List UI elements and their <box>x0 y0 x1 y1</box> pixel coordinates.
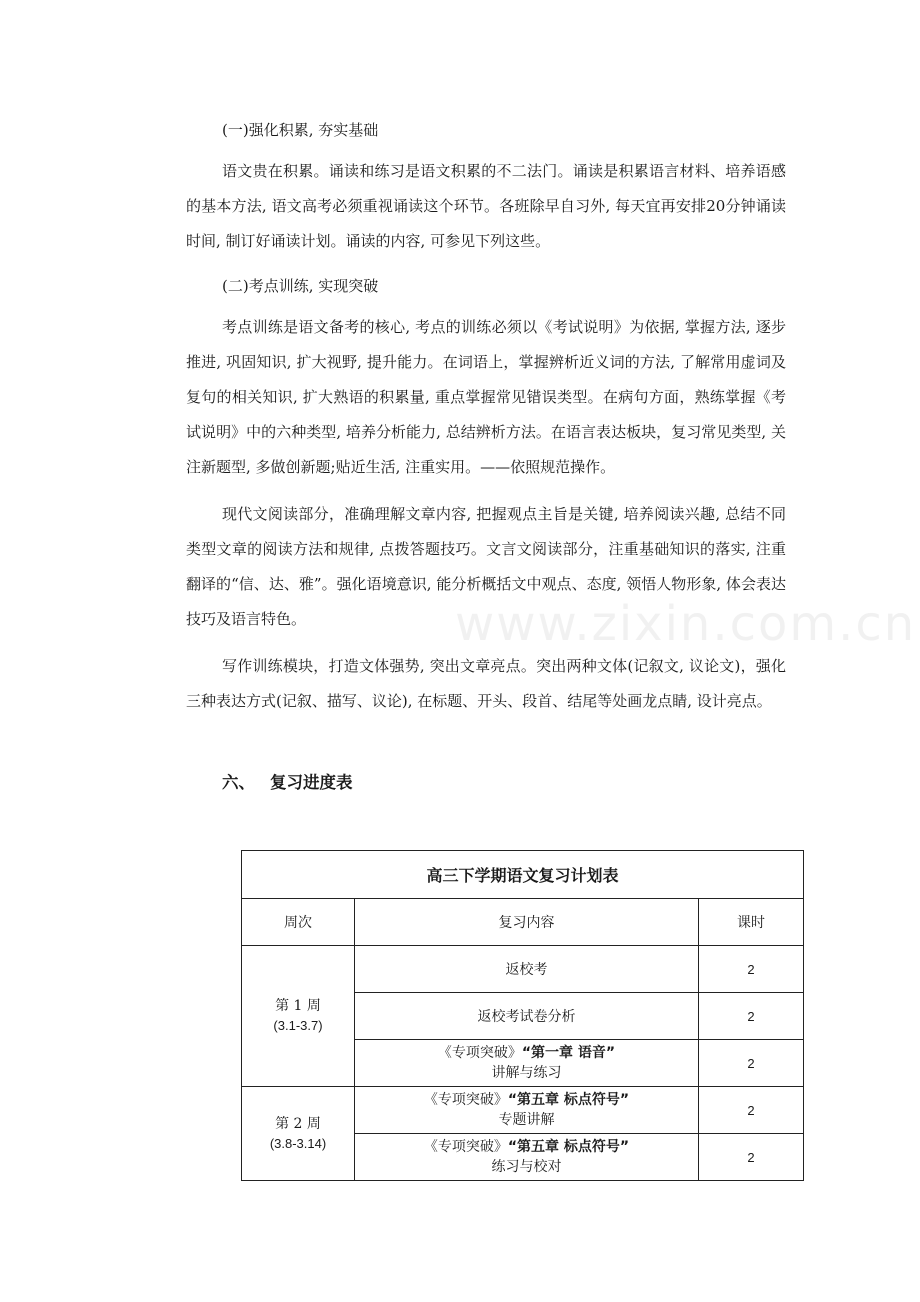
review-schedule-table <box>241 850 804 1181</box>
content-cell: 返校考 <box>355 946 699 993</box>
table-title: 高三下学期语文复习计划表 <box>242 851 804 899</box>
section-title: 复习进度表 <box>270 773 353 792</box>
book-title: 《专项突破》 <box>423 1092 508 1108</box>
book-title: 《专项突破》 <box>437 1045 522 1061</box>
header-hours: 课时 <box>699 899 804 946</box>
heading-accumulation: (一)强化积累, 夯实基础 <box>222 121 379 139</box>
book-title: 《专项突破》 <box>423 1139 508 1155</box>
hours-cell: 2 <box>699 1087 804 1134</box>
content-cell <box>355 1134 699 1181</box>
watermark: www.zixin.com.cn <box>455 596 917 652</box>
hours-cell: 2 <box>699 1134 804 1181</box>
heading-practice: (二)考点训练, 实现突破 <box>222 277 379 295</box>
week-2-cell <box>242 1087 355 1181</box>
content-cell: 返校考试卷分析 <box>355 993 699 1040</box>
chapter-title: “第五章 标点符号” <box>507 1139 630 1155</box>
content-detail: 专题讲解 <box>498 1112 555 1128</box>
paragraph-practice: 考点训练是语文备考的核心, 考点的训练必须以《考试说明》为依据, 掌握方法, 逐步推进, 巩固知识, 扩大视野, 提升能力。在词语上，掌握辨析近义词的方法, 了解常用虚词及复句的相关知识, 扩大熟语的积累量, 重点掌握常见错误类型。在病句方面，熟练掌握《考试说明》中的六种类型, 培养分析能力, 总结辨析方法。在语言表达板块，复习常见类型, 关注新题型, 多做创新题;贴近生活, 注重实用。——依照规范操作。 <box>186 318 786 476</box>
table-row <box>242 1087 804 1134</box>
week-label: 第 2 周 <box>275 1115 321 1132</box>
table-row <box>242 946 804 993</box>
content-detail: 练习与校对 <box>491 1159 562 1175</box>
content-cell <box>355 1087 699 1134</box>
week-range: (3.8-3.14) <box>269 1135 327 1151</box>
chapter-title: “第五章 标点符号” <box>507 1092 630 1108</box>
paragraph-writing: 写作训练模块，打造文体强势, 突出文章亮点。突出两种文体(记叙文, 议论文)，强化三种表达方式(记叙、描写、议论), 在标题、开头、段首、结尾等处画龙点睛, 设计亮点。 <box>186 657 786 710</box>
section-six-heading <box>222 769 353 793</box>
header-week: 周次 <box>242 899 355 946</box>
week-1-cell <box>242 946 355 1087</box>
content-detail: 讲解与练习 <box>491 1065 562 1081</box>
section-number: 六、 <box>222 773 255 792</box>
week-label: 第 1 周 <box>275 998 321 1014</box>
hours-cell: 2 <box>699 993 804 1040</box>
paragraph-accumulation: 语文贵在积累。诵读和练习是语文积累的不二法门。诵读是积累语言材料、培养语感的基本方法, 语文高考必须重视诵读这个环节。各班除早自习外, 每天宜再安排20分钟诵读时间, 制订好诵读计划。诵读的内容, 可参见下列这些。 <box>186 162 786 250</box>
chapter-title: “第一章 语音” <box>521 1045 616 1061</box>
hours-cell: 2 <box>699 946 804 993</box>
paragraph-reading: 现代文阅读部分，准确理解文章内容, 把握观点主旨是关键, 培养阅读兴趣, 总结不同类型文章的阅读方法和规律, 点拨答题技巧。文言文阅读部分，注重基础知识的落实, 注重翻译的“信、达、雅”。强化语境意识, 能分析概括文中观点、态度, 领悟人物形象, 体会表达技巧及语言特色。 <box>186 505 786 628</box>
week-range: (3.1-3.7) <box>273 1018 323 1033</box>
header-content: 复习内容 <box>355 899 699 946</box>
content-cell <box>355 1040 699 1087</box>
hours-cell: 2 <box>699 1040 804 1087</box>
